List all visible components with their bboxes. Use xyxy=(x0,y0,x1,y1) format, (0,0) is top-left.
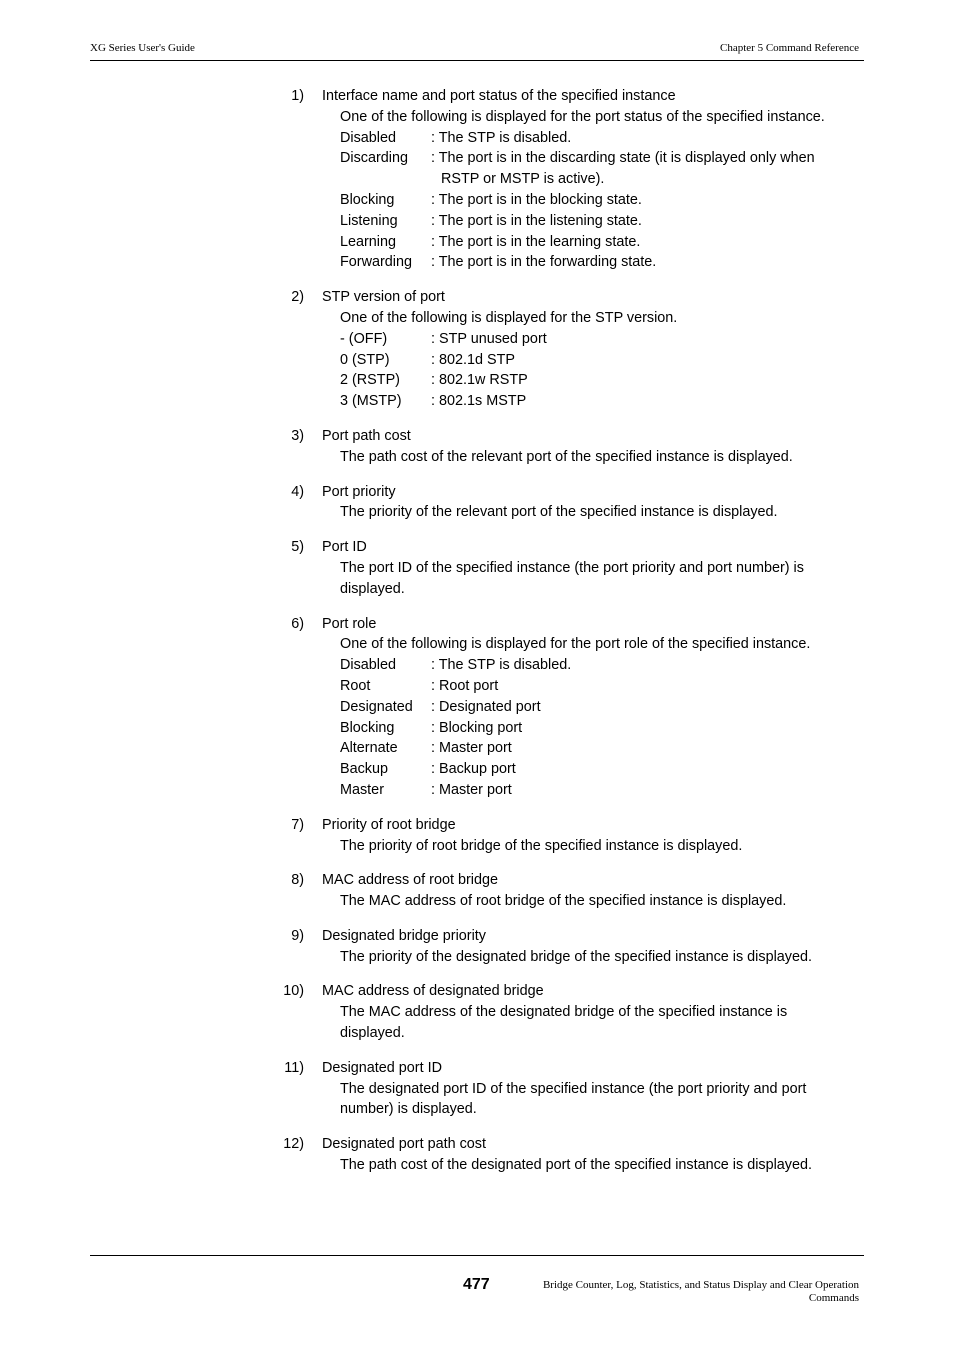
value-key: Alternate xyxy=(340,740,398,757)
item-number: 10) xyxy=(283,983,304,1000)
value-row xyxy=(0,148,954,169)
item-heading xyxy=(0,614,954,635)
value-key: Disabled xyxy=(340,657,396,674)
footer-section-line: Commands xyxy=(808,1292,859,1304)
value-key: Listening xyxy=(340,212,398,229)
item-number: 12) xyxy=(283,1136,304,1153)
item-description: The MAC address of root bridge of the specified instance is displayed. xyxy=(340,893,787,910)
value-row xyxy=(0,252,954,273)
list-item xyxy=(0,815,954,857)
item-heading xyxy=(0,537,954,558)
item-number: 9) xyxy=(291,927,304,944)
value-description: : STP unused port xyxy=(431,330,547,347)
item-heading xyxy=(0,870,954,891)
value-row xyxy=(0,329,954,350)
footer-section-title xyxy=(543,1279,859,1305)
item-title: Port path cost xyxy=(322,427,411,444)
value-row xyxy=(0,780,954,801)
item-description: The priority of the relevant port of the specified instance is displayed. xyxy=(340,504,778,521)
list-item xyxy=(0,614,954,801)
item-title: Port priority xyxy=(322,483,396,500)
item-description: displayed. xyxy=(340,1025,405,1042)
item-number: 1) xyxy=(291,88,304,104)
value-key: Forwarding xyxy=(340,254,412,271)
item-description: The MAC address of the designated bridge of the specified instance is xyxy=(340,1004,788,1021)
value-key: Designated xyxy=(340,698,413,715)
item-number: 7) xyxy=(291,816,304,833)
value-description: : The port is in the listening state. xyxy=(431,212,642,229)
value-description: : 802.1s MSTP xyxy=(431,393,527,410)
value-key: Blocking xyxy=(340,191,395,208)
item-number: 5) xyxy=(291,539,304,556)
value-description: : Master port xyxy=(431,740,512,757)
item-description: The path cost of the relevant port of the specified instance is displayed. xyxy=(340,448,793,465)
item-description: displayed. xyxy=(340,580,405,597)
list-item xyxy=(0,981,954,1043)
item-heading xyxy=(0,86,954,107)
list-item xyxy=(0,537,954,599)
value-row xyxy=(0,759,954,780)
item-description: The designated port ID of the specified instance (the port priority and port xyxy=(340,1080,807,1097)
header-chapter-title: Chapter 5 Command Reference xyxy=(720,42,859,54)
item-description: The priority of the designated bridge of the specified instance is displayed. xyxy=(340,948,812,965)
value-description: : 802.1w RSTP xyxy=(431,372,528,389)
item-description: One of the following is displayed for the port status of the specified instance. xyxy=(340,108,825,125)
value-row xyxy=(0,190,954,211)
value-key: Discarding xyxy=(340,150,408,167)
list-item xyxy=(0,870,954,912)
item-number: 3) xyxy=(291,427,304,444)
header-divider xyxy=(90,60,864,61)
item-number: 6) xyxy=(291,615,304,632)
item-heading xyxy=(0,287,954,308)
value-description: : The port is in the learning state. xyxy=(431,233,641,250)
value-description-continued: RSTP or MSTP is active). xyxy=(441,171,605,188)
value-key: 3 (MSTP) xyxy=(340,393,402,410)
value-key: Root xyxy=(340,677,371,694)
item-number: 8) xyxy=(291,872,304,889)
item-title: MAC address of designated bridge xyxy=(322,983,544,1000)
value-row xyxy=(0,391,954,412)
value-key: Backup xyxy=(340,761,388,778)
list-item xyxy=(0,926,954,968)
value-description: : 802.1d STP xyxy=(431,351,515,368)
item-title: Interface name and port status of the specified instance xyxy=(322,88,676,104)
item-heading xyxy=(0,426,954,447)
item-heading xyxy=(0,815,954,836)
item-heading xyxy=(0,926,954,947)
value-row xyxy=(0,655,954,676)
value-row xyxy=(0,211,954,232)
item-title: MAC address of root bridge xyxy=(322,872,498,889)
footer-section-line: Bridge Counter, Log, Statistics, and Status Display and Clear Operation xyxy=(542,1279,859,1291)
value-key: - (OFF) xyxy=(340,330,388,347)
list-item xyxy=(0,1058,954,1120)
value-key: Disabled xyxy=(340,129,396,146)
item-number: 11) xyxy=(284,1059,304,1076)
value-description: : Designated port xyxy=(431,698,541,715)
value-row xyxy=(0,232,954,253)
value-row xyxy=(0,738,954,759)
page-number: 477 xyxy=(463,1276,490,1293)
item-title: STP version of port xyxy=(322,289,445,306)
item-title: Designated port path cost xyxy=(322,1136,486,1153)
page-body xyxy=(0,86,954,1190)
list-item xyxy=(0,86,954,273)
item-title: Designated port ID xyxy=(322,1059,442,1076)
item-title: Port role xyxy=(322,615,377,632)
value-row xyxy=(0,370,954,391)
value-description: : The STP is disabled. xyxy=(431,657,572,674)
value-description: : Blocking port xyxy=(431,719,523,736)
value-row xyxy=(0,676,954,697)
value-key: Master xyxy=(340,781,384,798)
value-description: : Master port xyxy=(431,781,512,798)
value-description: : Backup port xyxy=(431,761,516,778)
value-description: : The STP is disabled. xyxy=(431,129,572,146)
value-key: Learning xyxy=(340,233,397,250)
item-description: The port ID of the specified instance (the port priority and port number) is xyxy=(340,559,804,576)
item-heading xyxy=(0,482,954,503)
item-description: One of the following is displayed for the STP version. xyxy=(340,309,678,326)
item-number: 4) xyxy=(291,483,304,500)
value-row xyxy=(0,350,954,371)
value-row xyxy=(0,128,954,149)
value-key: 0 (STP) xyxy=(340,351,390,368)
value-key: 2 (RSTP) xyxy=(340,372,400,389)
item-title: Priority of root bridge xyxy=(322,816,456,833)
item-title: Designated bridge priority xyxy=(322,927,486,944)
value-key: Blocking xyxy=(340,719,395,736)
item-heading xyxy=(0,981,954,1002)
header-guide-title: XG Series User's Guide xyxy=(90,42,195,54)
item-heading xyxy=(0,1058,954,1079)
value-description: : Root port xyxy=(431,677,499,694)
item-number: 2) xyxy=(291,289,304,306)
value-row xyxy=(0,718,954,739)
list-item xyxy=(0,426,954,468)
value-description: : The port is in the blocking state. xyxy=(431,191,642,208)
value-description: : The port is in the forwarding state. xyxy=(431,254,657,271)
item-title: Port ID xyxy=(322,539,367,556)
list-item xyxy=(0,1134,954,1176)
list-item xyxy=(0,482,954,524)
list-item xyxy=(0,287,954,412)
footer-divider xyxy=(90,1255,864,1256)
item-heading xyxy=(0,1134,954,1155)
item-description: One of the following is displayed for the port role of the specified instance. xyxy=(340,636,811,653)
item-description: The priority of root bridge of the specified instance is displayed. xyxy=(340,837,743,854)
value-row xyxy=(0,697,954,718)
value-description: : The port is in the discarding state (it is displayed only when xyxy=(431,150,815,167)
item-description: number) is displayed. xyxy=(340,1101,477,1118)
item-description: The path cost of the designated port of the specified instance is displayed. xyxy=(340,1157,812,1174)
